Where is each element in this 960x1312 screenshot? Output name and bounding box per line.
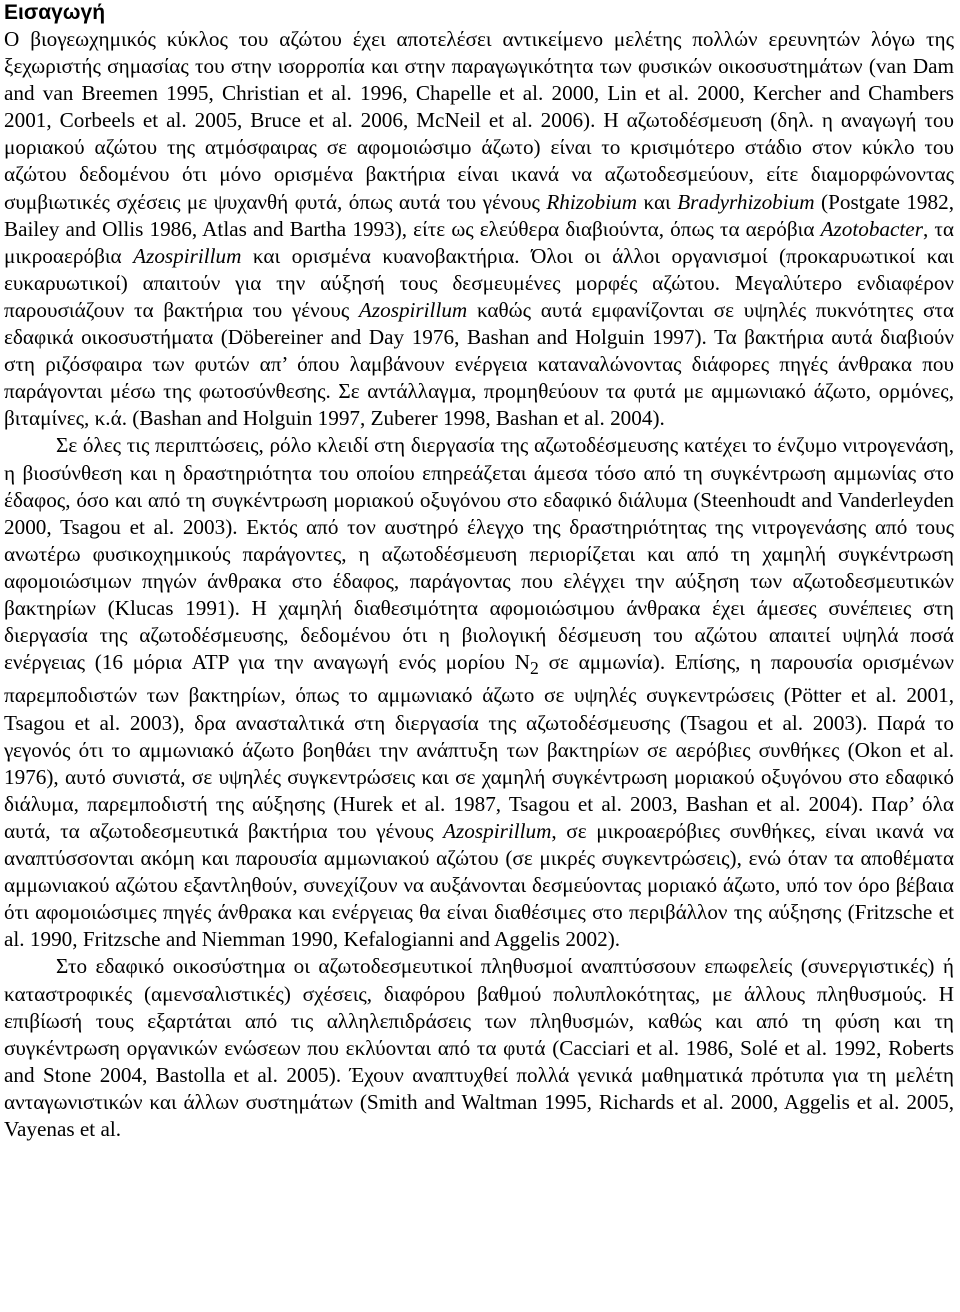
text-run: Σε όλες τις περιπτώσεις, ρόλο κλειδί στη διεργασία της αζωτοδέσμευσης κατέχει το ένζυμο νιτρογενάση, η βιοσύνθεση και η δραστηριότητα του οποίου επηρεάζεται άμεσα τόσο από τη συγκέντρωση αμμωνίας στο έδαφος, όσο και από τη συγκέντρωση μοριακού οξυγόνου στο εδαφικό διάλυμα (Steenhoudt and Vanderleyden 2000, Tsagou et al. 2003). Εκτός από τον αυστηρό έλεγχο της δραστηριότητας της νιτρογενάσης από τους ανωτέρω φυσικοχημικούς παράγοντες, η αζωτοδέσμευση περιορίζεται και από τη χαμηλή συγκέντρωση αφομοιώσιμων πηγών άνθρακα στο έδαφος, παράγοντας που ελέγχει την αύξηση των αζωτοδεσμευτικών βακτηρίων (Klucas 1991). Η χαμηλή διαθεσιμότητα αφομοιώσιμου άνθρακα έχει άμεσες συνέπειες στη διεργασία της αζωτοδέσμευσης, δεδομένου ότι η βιολογική δέσμευση του αζώτου απαιτεί υψηλά ποσά ενέργειας (16 μόρια ATP για την αναγωγή ενός μορίου N bbox=[4, 433, 954, 675]
text-run: καθώς αυτά εμφανίζονται σε υψηλές πυκνότητες στα εδαφικά οικοσυστήματα (Döbereiner and Day 1976, Bashan and Holguin 1997). Τα βακτήρια αυτά διαβιούν στη ριζόσφαιρα των φυτών απ’ όπου λαμβάνουν ενέργεια καταναλώνοντας διάφορες πηγές άνθρακα που παράγονται μέσω της φωτοσύνθεσης. Σε αντάλλαγμα, προμηθεύουν τα φυτά με αμμωνιακό άζωτο, ορμόνες, βιταμίνες, κ.ά. (Bashan and Holguin 1997, Zuberer 1998, Bashan et al. 2004). bbox=[4, 297, 954, 431]
italic-term: Rhizobium bbox=[546, 189, 637, 214]
text-run: , σε μικροαερόβιες συνθήκες, είναι ικανά να αναπτύσσονται ακόμη και παρουσία αμμωνιακού αζώτου (σε μικρές συγκεντρώσεις), ενώ όταν τα αποθέματα αμμωνιακού αζώτου εξαντληθούν, συνεχίζουν να αυξάνονται δεσμεύοντας μοριακό άζωτο, υπό τον όρο βέβαια ότι αφομοιώσιμες πηγές άνθρακα και ενέργειας θα είναι διαθέσιμες στο περιβάλλον της αύξησης (Fritzsche et al. 1990, Fritzsche and Niemman 1990, Kefalogianni and Aggelis 2002). bbox=[4, 818, 955, 952]
italic-term: Azotobacter bbox=[820, 216, 923, 241]
paragraph-2 bbox=[4, 432, 954, 953]
text-run: (Postgate 1982, Bailey and Ollis 1986, Atlas and Bartha 1993), είτε ως ελεύθερα διαβιούντα, όπως τα αερόβια bbox=[4, 189, 955, 241]
text-run: Ο βιογεωχημικός κύκλος του αζώτου έχει αποτελέσει αντικείμενο μελέτης πολλών ερευνητών λόγω της ξεχωριστής σημασίας του στην ισορροπία και στην παραγωγικότητα των φυσικών οικοσυστημάτων (van Dam and van Breemen 1995, Christian et al. 1996, Chapelle et al. 2000, Lin et al. 2000, Kercher and Chambers 2001, Corbeels et al. 2005, Bruce et al. 2006, McNeil et al. 2006). Η αζωτοδέσμευση (δηλ. η αναγωγή του μοριακού αζώτου της ατμόσφαιρας σε αφομοιώσιμο άζωτο) είναι το κρισιμότερο στάδιο στον κύκλο του αζώτου δεδομένου ότι μόνο ορισμένα βακτήρια είναι ικανά να αζωτοδεσμεύουν, είτε διαμορφώνοντας συμβιωτικές σχέσεις με ψυχανθή φυτά, όπως αυτά του γένους bbox=[4, 27, 954, 214]
text-run: σε αμμωνία). Επίσης, η παρουσία ορισμένων παρεμποδιστών των βακτηρίων, όπως το αμμωνιακό άζωτο σε υψηλές συγκεντρώσεις (Pötter et al. 2001, Tsagou et al. 2003), δρα ανασταλτικά στη διεργασία της αζωτοδέσμευσης (Tsagou et al. 2003). Παρά το γεγονός ότι το αμμωνιακό άζωτο βοηθάει την ανάπτυξη των βακτηρίων σε αερόβιες συνθήκες (Okon et al. 1976), αυτό συνιστά, σε υψηλές συγκεντρώσεις και σε χαμηλή συγκέντρωση μοριακού οξυγόνου στο εδαφικό διάλυμα, παρεμποδιστή της αύξησης (Hurek et al. 1987, Tsagou et al. 2003, Bashan et al. 2004). Παρ’ όλα αυτά, τα αζωτοδεσμευτικά βακτήρια του γένους bbox=[4, 650, 954, 843]
italic-term: Bradyrhizobium bbox=[677, 189, 815, 214]
paragraph-1 bbox=[4, 26, 954, 432]
subscript: 2 bbox=[530, 658, 539, 679]
text-run: και bbox=[637, 189, 678, 214]
text-run: Στο εδαφικό οικοσύστημα οι αζωτοδεσμευτικοί πληθυσμοί αναπτύσσουν επωφελείς (συνεργιστικές) ή καταστροφικές (αμενσαλιστικές) σχέσεις, διαφόρου βαθμού πολυπλοκότητας, με άλλους πληθυσμούς. Η επιβίωσή τους εξαρτάται από τις αλληλεπιδράσεις των πληθυσμών, καθώς και από τη φύση και τη συγκέντρωση οργανικών ενώσεων που εκλύονται από τα φυτά (Cacciari et al. 1986, Solé et al. 1992, Roberts and Stone 2004, Bastolla et al. 2005). Έχουν αναπτυχθεί πολλά γενικά μαθηματικά πρότυπα για τη μελέτη ανταγωνιστικών και άλλων συστημάτων (Smith and Waltman 1995, Richards et al. 2000, Aggelis et al. 2005, Vayenas et al. bbox=[4, 954, 954, 1141]
text-run: , τα μικροαερόβια bbox=[4, 216, 954, 268]
paragraph-3 bbox=[4, 953, 954, 1143]
italic-term: Azospirillum bbox=[358, 297, 468, 322]
italic-term: Azospirillum bbox=[133, 243, 242, 268]
section-heading: Εισαγωγή bbox=[4, 1, 106, 24]
text-run: και ορισμένα κυανοβακτήρια. Όλοι οι άλλοι οργανισμοί (προκαρυωτικοί και ευκαρυωτικοί) απαιτούν για την αύξησή τους δεσμευμένες μορφές αζώτου. Μεγαλύτερο ενδιαφέρον παρουσιάζουν τα βακτήρια του γένους bbox=[4, 243, 954, 322]
italic-term: Azospirillum bbox=[443, 818, 552, 843]
